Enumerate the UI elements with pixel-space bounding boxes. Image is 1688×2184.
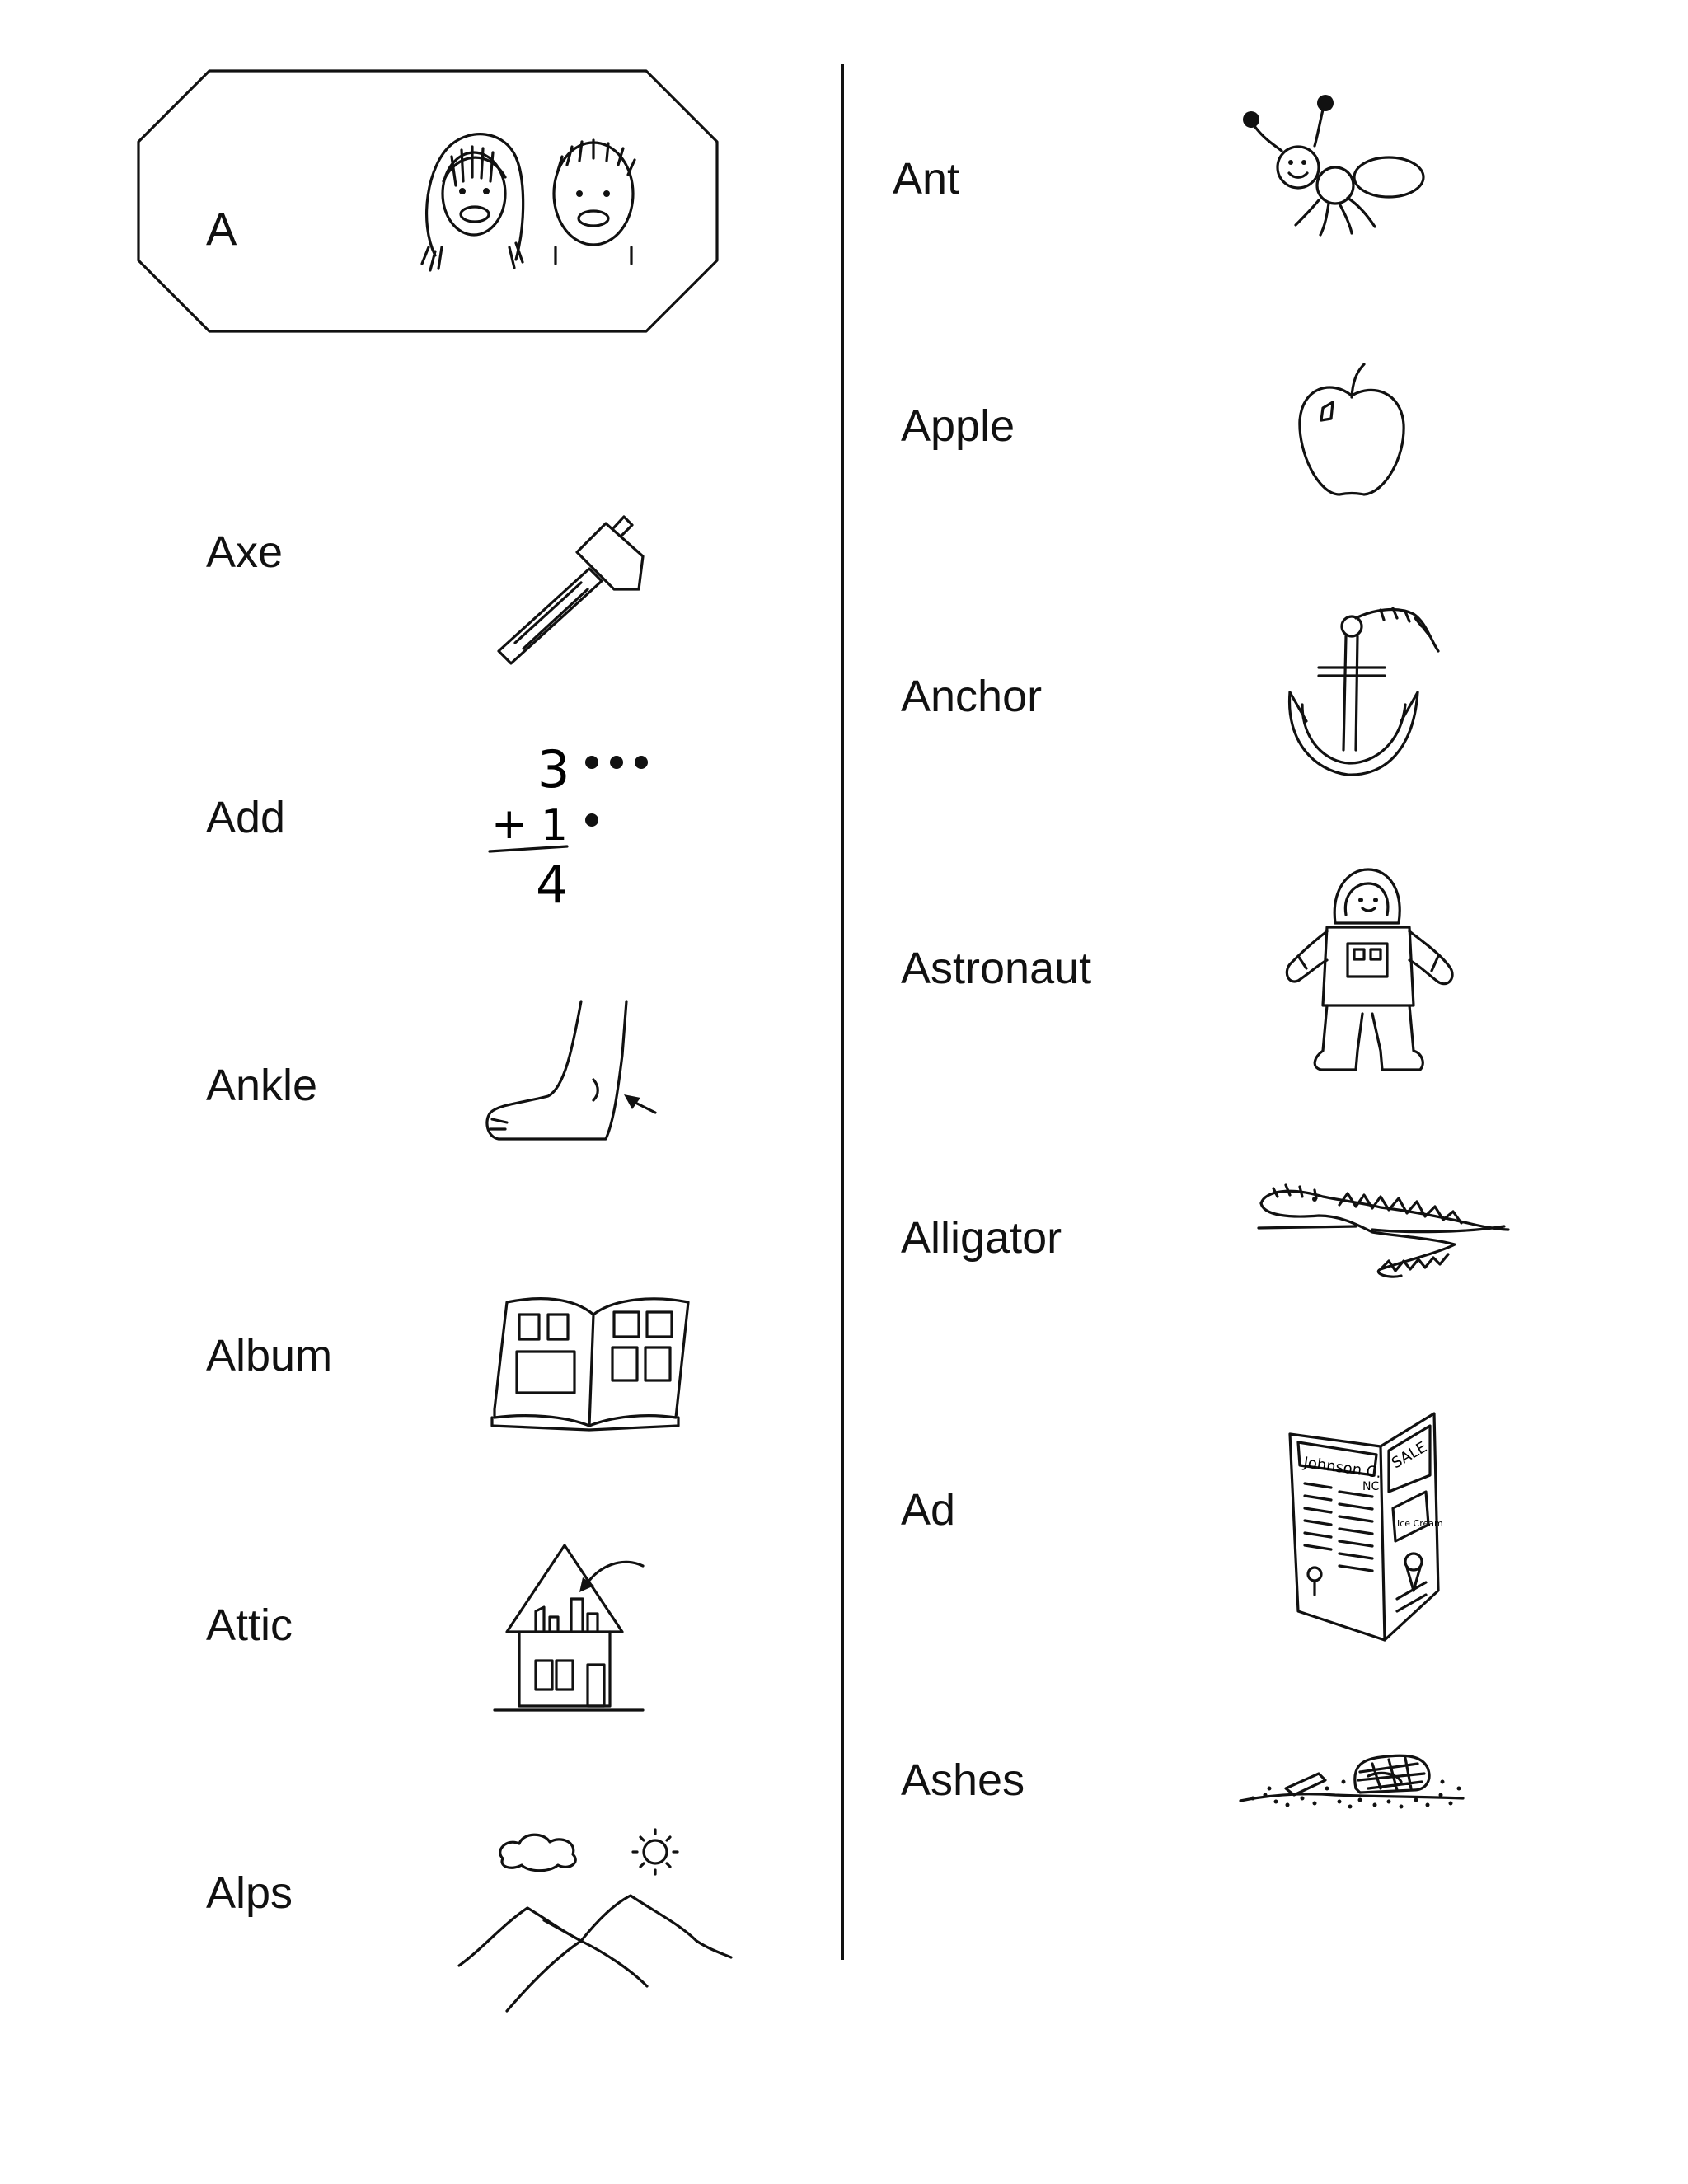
- word-alps: Alps: [206, 1868, 293, 1918]
- word-add: Add: [206, 793, 286, 842]
- word-album: Album: [206, 1331, 333, 1380]
- word-alligator: Alligator: [901, 1213, 1062, 1263]
- word-apple: Apple: [901, 401, 1015, 451]
- word-ant: Ant: [893, 154, 960, 204]
- word-ankle: Ankle: [206, 1061, 318, 1110]
- alligator-icon: [1257, 1179, 1512, 1286]
- ankle-icon: [482, 997, 663, 1146]
- word-axe: Axe: [206, 527, 284, 577]
- newspaper-ad-icon: [1282, 1409, 1447, 1648]
- newspaper-sale: SALE: [1389, 1438, 1430, 1473]
- addition-icon: [486, 738, 668, 915]
- newspaper-masthead: Johnson C.: [1302, 1454, 1383, 1483]
- ant-icon: [1236, 95, 1434, 243]
- newspaper-ice-cream: Ice Cream: [1397, 1518, 1443, 1529]
- axe-icon: [490, 507, 663, 663]
- word-ad: Ad: [901, 1485, 956, 1535]
- word-anchor: Anchor: [901, 672, 1043, 721]
- mountains-icon: [457, 1817, 738, 2015]
- word-astronaut: Astronaut: [901, 944, 1092, 993]
- children-faces-icon: [410, 124, 658, 272]
- header-letter: A: [206, 203, 237, 255]
- astronaut-icon: [1282, 865, 1463, 1080]
- word-ashes: Ashes: [901, 1755, 1025, 1805]
- column-divider: [841, 64, 844, 1960]
- album-icon: [490, 1294, 696, 1430]
- addend-bottom: 1: [541, 801, 569, 851]
- plus-sign: +: [491, 799, 528, 849]
- anchor-icon: [1282, 602, 1447, 783]
- sum-value: 4: [536, 855, 569, 915]
- apple-icon: [1290, 363, 1414, 503]
- newspaper-nc: NC: [1362, 1480, 1380, 1493]
- ashes-icon: [1236, 1731, 1467, 1813]
- word-attic: Attic: [206, 1601, 293, 1650]
- addend-top: 3: [537, 739, 570, 799]
- attic-house-icon: [490, 1541, 663, 1718]
